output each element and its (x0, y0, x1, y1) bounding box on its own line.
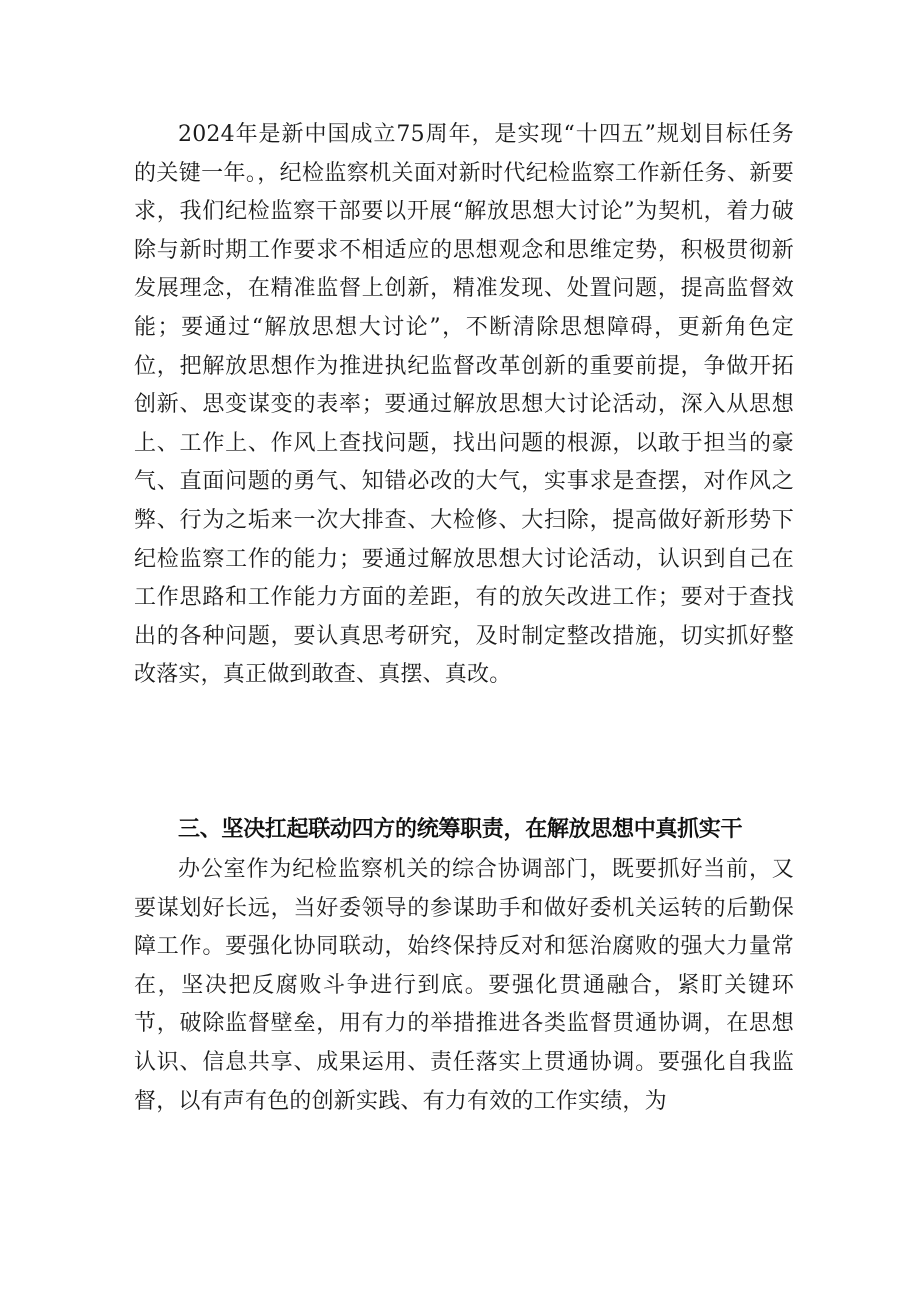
body-text-bottom (134, 851, 794, 1121)
body-text-top (134, 116, 794, 695)
paragraph-2: 办公室作为纪检监察机关的综合协调部门，既要抓好当前，又要谋划好长远，当好委领导的参谋助手和做好委机关运转的后勤保障工作。要强化协同联动，始终保持反对和惩治腐败的强大力量常在，坚决把反腐败斗争进行到底。要强化贯通融合，紧盯关键环节，破除监督壁垒，用有力的举措推进各类监督贯通协调，在思想认识、信息共享、成果运用、责任落实上贯通协调。要强化自我监督，以有声有色的创新实践、有力有效的工作实绩，为 (134, 857, 794, 1114)
paragraph-1: 2024年是新中国成立75周年，是实现“十四五”规划目标任务的关键一年。，纪检监察机关面对新时代纪检监察工作新任务、新要求，我们纪检监察干部要以开展“解放思想大讨论”为契机，着力破除与新时期工作要求不相适应的思想观念和思维定势，积极贯彻新发展理念，在精准监督上创新，精准发现、处置问题，提高监督效能；要通过“解放思想大讨论”，不断清除思想障碍，更新角色定位，把解放思想作为推进执纪监督改革创新的重要前提，争做开拓创新、思变谋变的表率；要通过解放思想大讨论活动，深入从思想上、工作上、作风上查找问题，找出问题的根源，以敢于担当的豪气、直面问题的勇气、知错必改的大气，实事求是查摆，对作风之弊、行为之垢来一次大排查、大检修、大扫除，提高做好新形势下纪检监察工作的能力；要通过解放思想大讨论活动，认识到自己在工作思路和工作能力方面的差距，有的放矢改进工作；要对于查找出的各种问题，要认真思考研究，及时制定整改措施，切实抓好整改落实，真正做到敢查、真摆、真改。 (134, 122, 794, 688)
section-heading-3: 三、坚决扛起联动四方的统筹职责，在解放思想中真抓实干 (178, 817, 743, 842)
